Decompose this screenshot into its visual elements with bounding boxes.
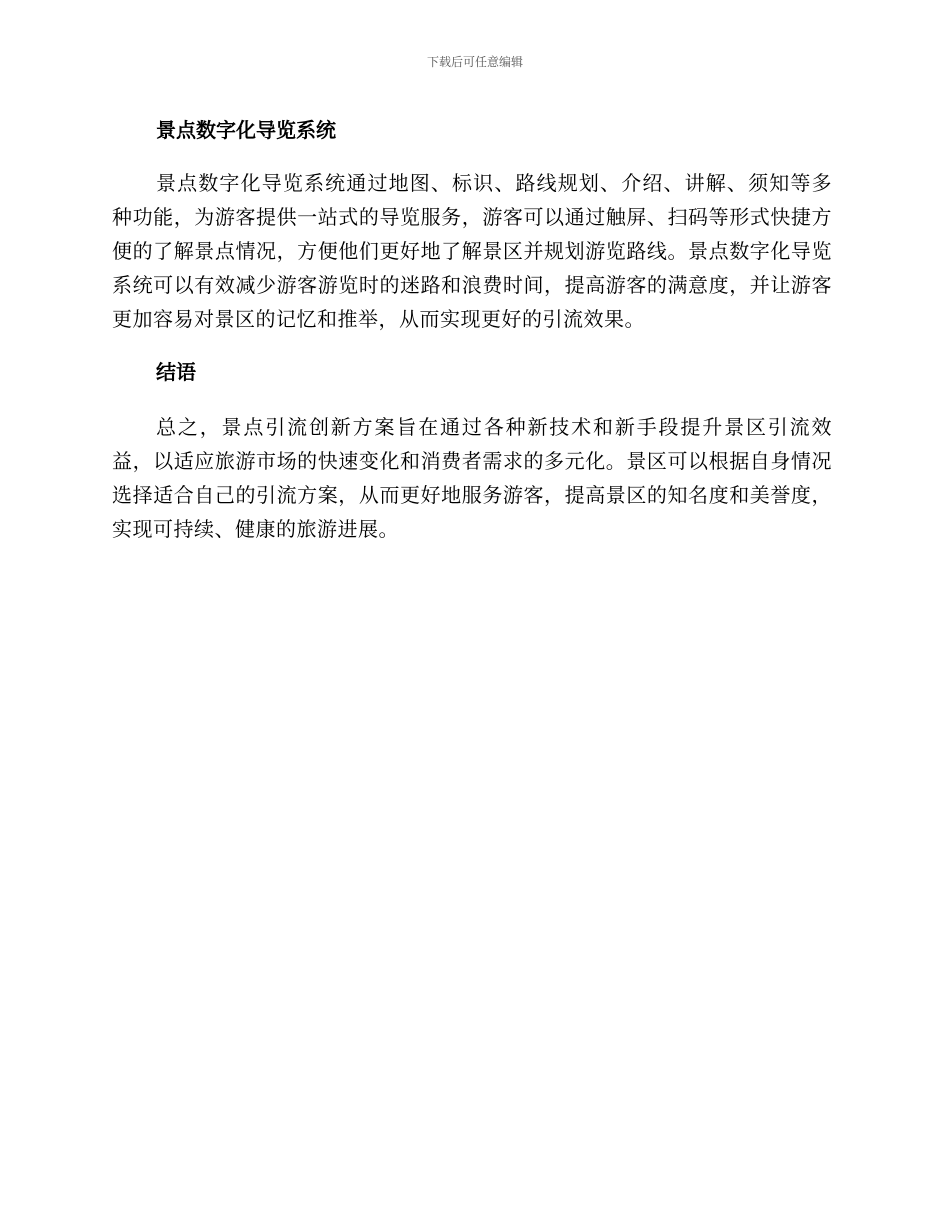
document-body [112,110,832,546]
page-header: 下载后可任意编辑 [426,55,523,69]
section-paragraph-conclusion: 总之，景点引流创新方案旨在通过各种新技术和新手段提升景区引流效益，以适应旅游市场的快速变化和消费者需求的多元化。景区可以根据自身情况选择适合自己的引流方案，从而更好地服务游客，提高景区的知名度和美誉度，实现可持续、健康的旅游进展。 [112,415,832,541]
section-paragraph-digital-guide: 景点数字化导览系统通过地图、标识、路线规划、介绍、讲解、须知等多种功能，为游客提供一站式的导览服务，游客可以通过触屏、扫码等形式快捷方便的了解景点情况，方便他们更好地了解景区并规划游览路线。景点数字化导览系统可以有效减少游客游览时的迷路和浪费时间，提高游客的满意度，并让游客更加容易对景区的记忆和推举，从而实现更好的引流效果。 [112,171,832,331]
section-heading-conclusion: 结语 [156,360,196,384]
section-heading-digital-guide: 景点数字化导览系统 [156,118,336,142]
